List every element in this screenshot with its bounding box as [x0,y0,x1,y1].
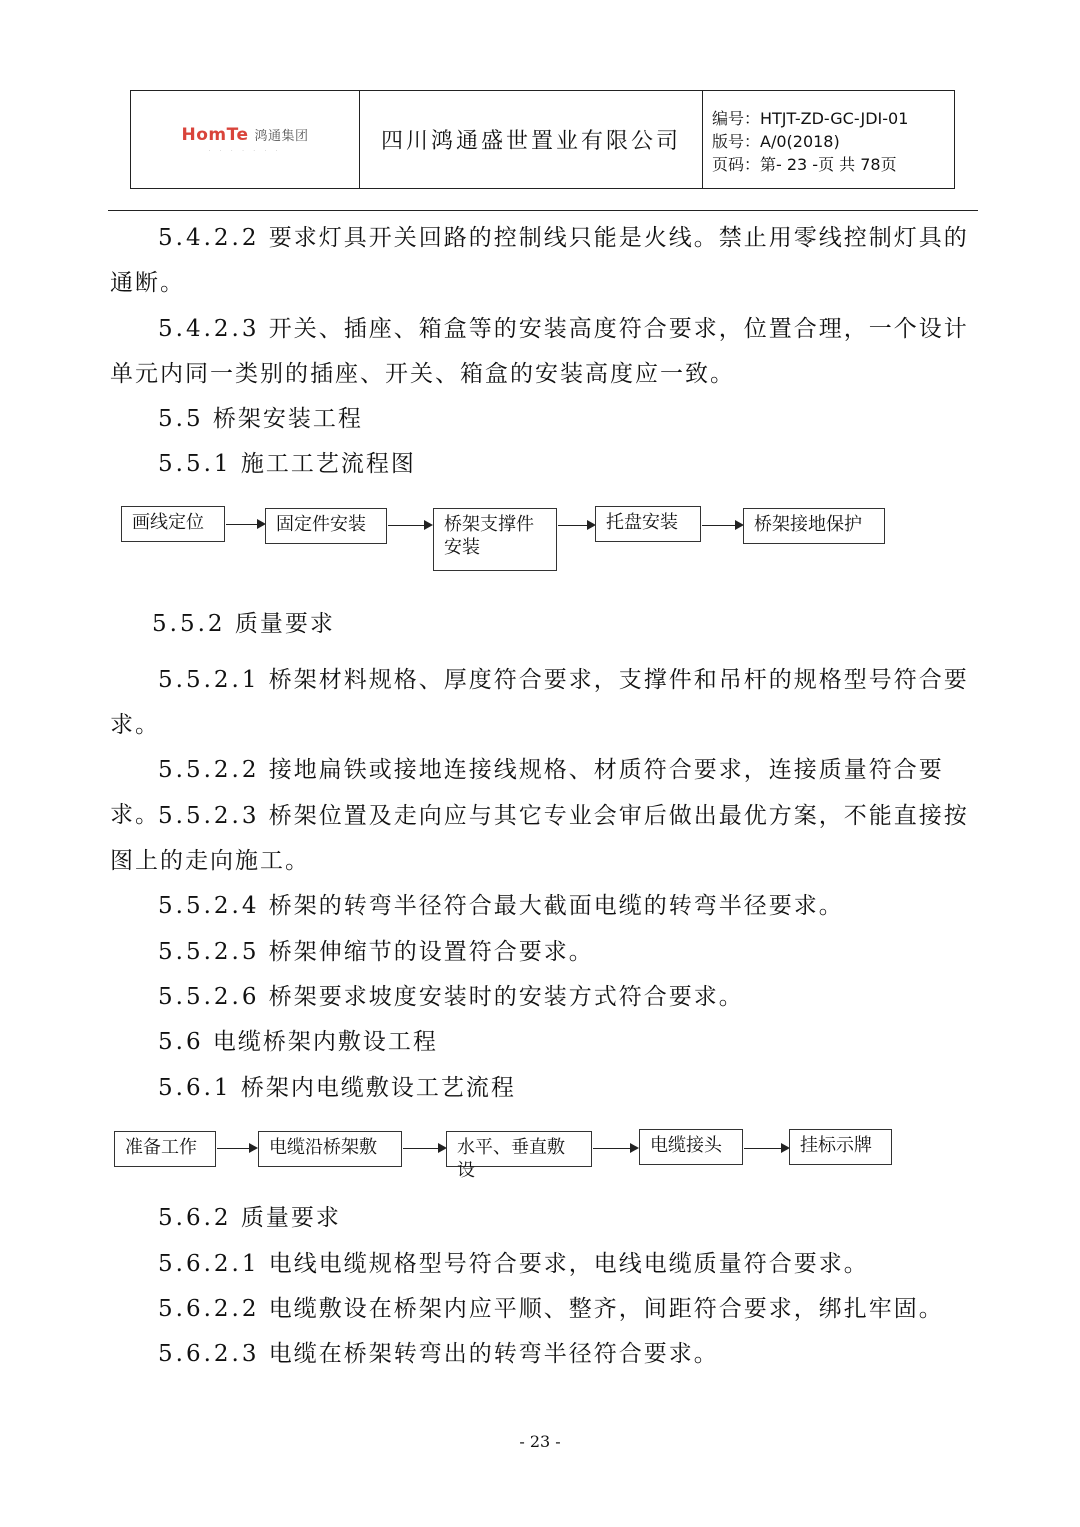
document-page-info: 页码：第- 23 -页 共 78页 [712,155,897,174]
paragraph-5-5-2-2: 5.5.2.2 接地扁铁或接地连接线规格、材质符合要求，连接质量符合要求。 [110,757,944,828]
company-name: 四川鸿通盛世置业有限公司 [360,91,703,188]
logo-chinese: 鸿通集团 [254,129,309,144]
document-code: 编号：HTJT-ZD-GC-JDⅠ-01 [712,109,909,128]
page-number: - 23 - [519,1432,561,1451]
flow2-arrow-3 [593,1148,637,1149]
logo-english: HomTe [181,125,249,145]
flow2-step-3: 水平、垂直敷设 [446,1131,592,1167]
document-header-table [130,90,955,189]
section-heading-5-6-2: 5.6.2 质量要求 [158,1205,341,1231]
flow1-arrow-3 [558,525,594,526]
flow2-step-2: 电缆沿桥架敷 [258,1131,402,1167]
flow1-arrow-4 [702,525,742,526]
paragraph-5-4-2-3: 5.4.2.3 开关、插座、箱盒等的安装高度符合要求，位置合理，一个设计单元内同一类别的插座、开关、箱盒的安装高度应一致。 [110,316,969,387]
section-heading-5-6-1: 5.6.1 桥架内电缆敷设工艺流程 [158,1075,516,1101]
section-heading-5-5-2: 5.5.2 质量要求 [152,611,335,637]
flow1-arrow-2 [388,525,431,526]
paragraph-5-6-2-3: 5.6.2.3 电缆在桥架转弯出的转弯半径符合要求。 [158,1341,719,1367]
flow1-step-3: 桥架支撑件安装 [433,508,557,571]
flow2-step-5: 挂标示牌 [789,1129,892,1165]
paragraph-5-5-2-4: 5.5.2.4 桥架的转弯半径符合最大截面电缆的转弯半径要求。 [158,893,844,919]
section-heading-5-5: 5.5 桥架安装工程 [158,406,363,432]
paragraph-5-4-2-2: 5.4.2.2 要求灯具开关回路的控制线只能是火线。禁止用零线控制灯具的通断。 [110,225,969,296]
flow2-step-4: 电缆接头 [639,1129,743,1165]
section-heading-5-6: 5.6 电缆桥架内敷设工程 [158,1029,438,1055]
paragraph-5-5-2-3: 5.5.2.3 桥架位置及走向应与其它专业会审后做出最优方案，不能直接按图上的走向施工。 [110,803,969,874]
document-meta [703,91,954,188]
paragraph-5-6-2-1: 5.6.2.1 电线电缆规格型号符合要求，电线电缆质量符合要求。 [158,1251,869,1277]
flow2-arrow-2 [403,1148,445,1149]
flow1-step-2: 固定件安装 [265,508,387,544]
paragraph-5-5-2-5: 5.5.2.5 桥架伸缩节的设置符合要求。 [158,939,594,965]
logo-tagline: · · · · · · · [208,148,282,154]
paragraph-5-5-2-1: 5.5.2.1 桥架材料规格、厚度符合要求，支撑件和吊杆的规格型号符合要求。 [110,667,969,738]
document-version: 版号：A/0(2018) [712,132,840,151]
flow2-arrow-1 [217,1148,256,1149]
section-heading-5-5-1: 5.5.1 施工工艺流程图 [158,451,416,477]
paragraph-5-6-2-2: 5.6.2.2 电缆敷设在桥架内应平顺、整齐，间距符合要求，绑扎牢固。 [158,1296,944,1322]
paragraph-5-5-2-6: 5.5.2.6 桥架要求坡度安装时的安装方式符合要求。 [158,984,744,1010]
flow1-step-5: 桥架接地保护 [743,508,885,544]
header-divider [108,210,978,211]
flow1-step-4: 托盘安装 [595,506,701,542]
flow1-step-1: 画线定位 [121,506,225,542]
flow2-arrow-4 [744,1148,788,1149]
flow2-step-1: 准备工作 [114,1131,216,1167]
flow1-arrow-1 [226,524,264,525]
company-logo [131,91,360,188]
